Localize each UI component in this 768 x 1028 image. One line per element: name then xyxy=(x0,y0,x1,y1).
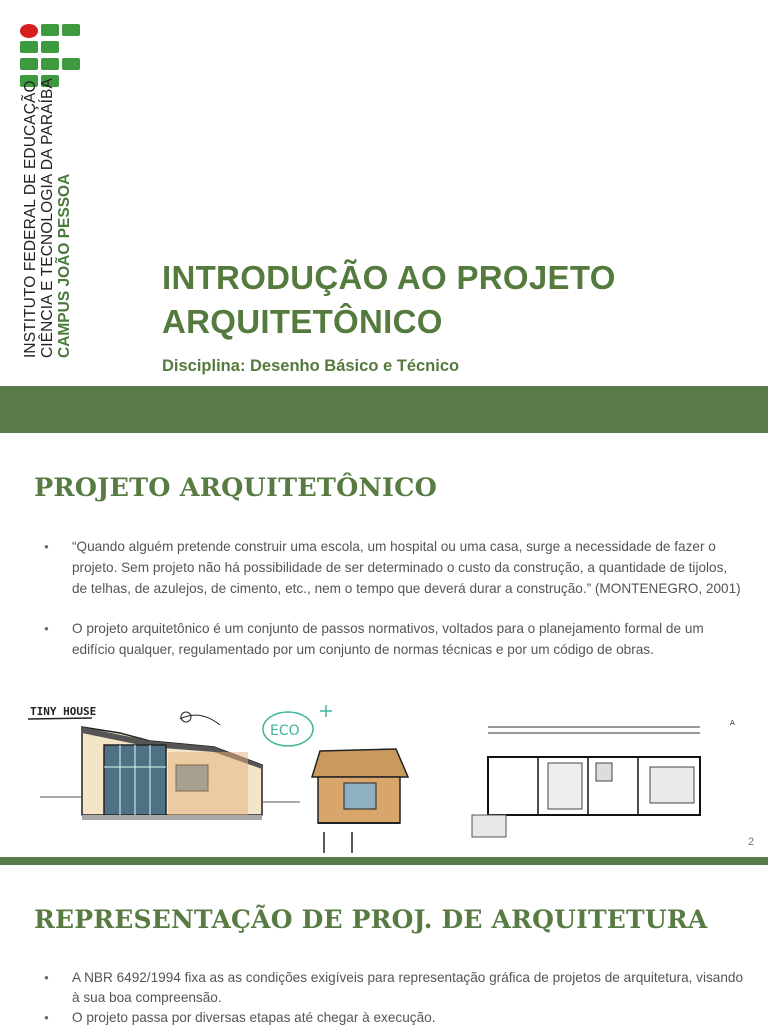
svg-text:A: A xyxy=(730,719,735,727)
eco-label: ECO xyxy=(270,723,300,739)
institution-line-1: INSTITUTO FEDERAL DE EDUCAÇÃO xyxy=(22,80,39,358)
campus-name: CAMPUS JOÃO PESSOA xyxy=(56,173,73,358)
content-slide-2 xyxy=(0,433,768,857)
slide-divider-band xyxy=(0,857,768,865)
content-slide-3 xyxy=(0,865,768,1024)
bullet-item: ● “Quando alguém pretende construir uma escola, um hospital ou uma casa, surge a necessidade de fazer o projeto. Sem projeto não há possibilidade de ser determinado o custo da construção, a quantidade de tijolos, de telhas, de azulejos, de cimento, etc., nem o tempo que deverá durar a construção.” (MONTENEGRO, 2001) xyxy=(44,536,744,599)
house-elevation-drawing xyxy=(40,712,300,820)
sketch-title: TINY HOUSE xyxy=(30,705,97,718)
bullet-item: ● O projeto passa por diversas etapas até chegar à execução. xyxy=(44,1008,744,1028)
slide-heading: REPRESENTAÇÃO DE PROJ. DE ARQUITETURA xyxy=(34,905,708,934)
institution-line-2: CIÊNCIA E TECNOLOGIA DA PARAÍBA xyxy=(39,78,56,358)
institution-name xyxy=(22,78,73,358)
bullet-item: ● A NBR 6492/1994 fixa as as condições exigíveis para representação gráfica de projetos de arquitetura, visando à sua boa compreensão. xyxy=(44,968,744,1008)
small-cabin-drawing xyxy=(312,749,408,853)
bullet-list xyxy=(44,536,744,679)
presentation-subtitle: Disciplina: Desenho Básico e Técnico xyxy=(162,357,460,375)
title-slide xyxy=(0,0,768,386)
title-line-1: INTRODUÇÃO AO PROJETO xyxy=(162,259,616,296)
slide-heading: PROJETO ARQUITETÔNICO xyxy=(34,473,438,503)
presentation-title xyxy=(162,256,616,344)
floor-plan-drawing xyxy=(472,719,735,837)
logo-red-dot xyxy=(20,24,38,38)
slide-divider-band xyxy=(0,386,768,433)
tiny-house-sketch-image xyxy=(0,697,768,853)
page-number: 2 xyxy=(748,836,755,848)
eco-badge-drawing xyxy=(263,705,332,746)
title-line-2: ARQUITETÔNICO xyxy=(162,303,443,340)
bullet-list xyxy=(44,968,744,1028)
bullet-item: ● O projeto arquitetônico é um conjunto de passos normativos, voltados para o planejamento formal de um edifício qualquer, regulamentado por um conjunto de normas técnicas e por um código de obras. xyxy=(44,618,744,660)
